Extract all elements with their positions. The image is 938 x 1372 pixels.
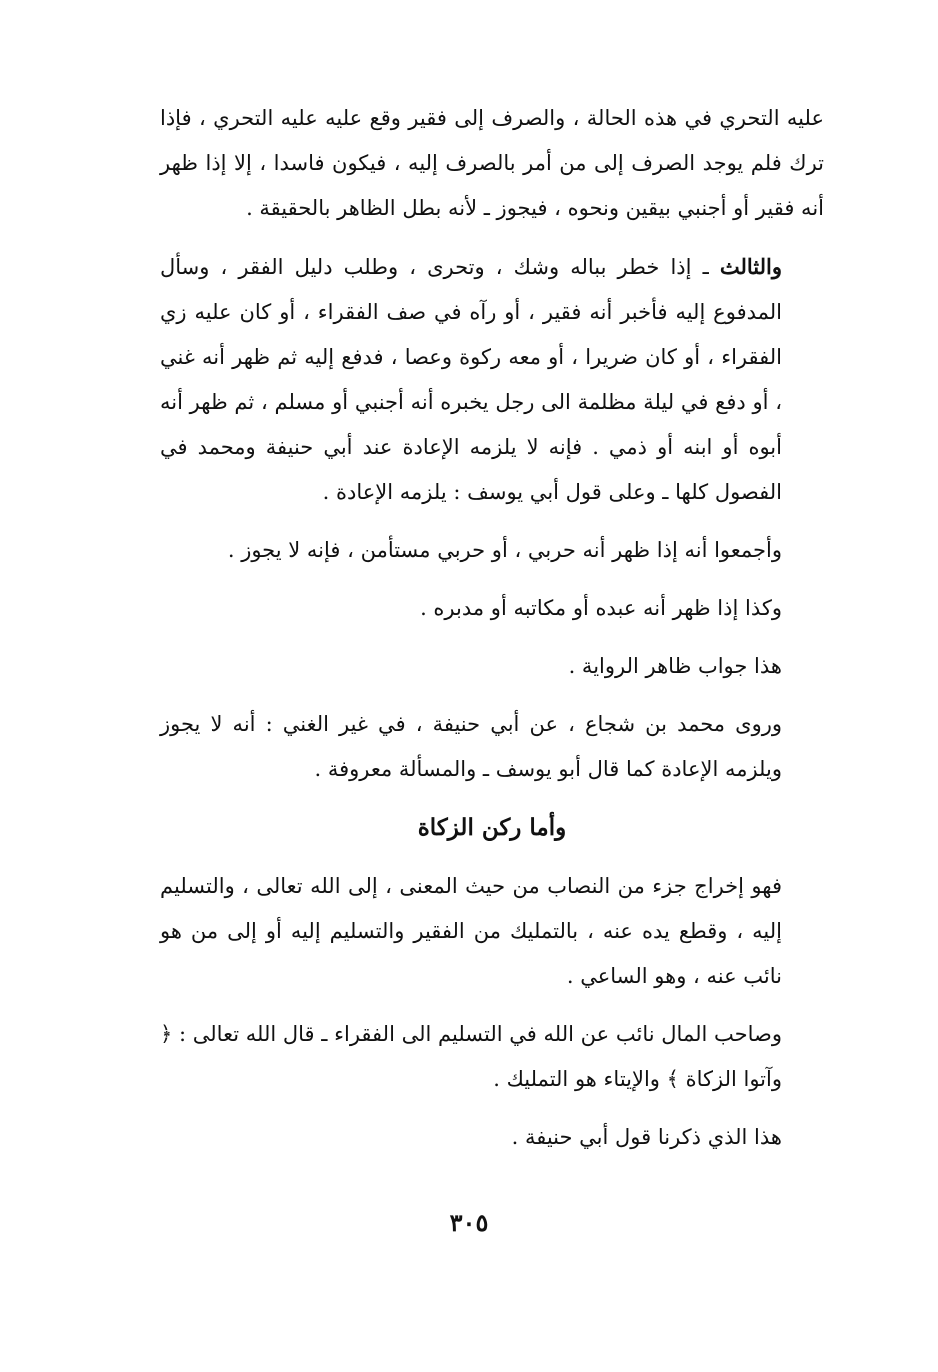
paragraph-continuation (160, 96, 824, 231)
paragraph-text: هذا الذي ذكرنا قول أبي حنيفة . (511, 1125, 782, 1149)
paragraph-narration-answer (160, 644, 824, 689)
paragraph-text: وأجمعوا أنه إذا ظهر أنه حربي ، أو حربي مستأمن ، فإنه لا يجوز . (227, 538, 782, 562)
paragraph-owner-agent (160, 1012, 824, 1102)
text-column (160, 96, 824, 1173)
paragraph-conclusion (160, 1115, 824, 1160)
paragraph-third-case (160, 244, 824, 515)
paragraph-text: وكذا إذا ظهر أنه عبده أو مكاتبه أو مدبره . (420, 596, 782, 620)
paragraph-text: عليه التحري في هذه الحالة ، والصرف إلى فقير وقع عليه عليه التحري ، فإذا ترك فلم يوجد الصرف إلى من أمر بالصرف إليه ، فيكون فاسدا ، إلا إذا ظهر أنه فقير أو أجنبي بيقين ونحوه ، فيجوز ـ لأنه بطل الظاهر بالحقيقة . (160, 106, 824, 220)
paragraph-text: وروى محمد بن شجاع ، عن أبي حنيفة ، في غير الغني : أنه لا يجوز ويلزمه الإعادة كما قال أبو يوسف ـ والمسألة معروفة . (160, 712, 782, 781)
paragraph-text: فهو إخراج جزء من النصاب من حيث المعنى ، إلى الله تعالى ، والتسليم إليه ، وقطع يده عنه ، بالتمليك من الفقير والتسليم إليه أو إلى من هو نائب عنه ، وهو الساعي . (160, 874, 782, 988)
paragraph-text: وصاحب المال نائب عن الله في التسليم الى الفقراء ـ قال الله تعالى : ﴿ وآتوا الزكاة ﴾ والإيتاء هو التمليك . (160, 1022, 782, 1091)
paragraph-pillar-definition (160, 864, 824, 999)
page-number: ٣٠٥ (449, 1208, 489, 1237)
paragraph-consensus (160, 528, 824, 573)
paragraph-text: ـ إذا خطر بباله وشك ، وتحرى ، وطلب دليل الفقر ، وسأل المدفوع إليه فأخبر أنه فقير ، أو رآه في صف الفقراء ، أو كان عليه زي الفقراء ، أو كان ضريرا ، أو معه ركوة وعصا ، فدفع إليه ثم ظهر أنه غني ، أو دفع في ليلة مظلمة الى رجل يخبره أنه أجنبي أو مسلم ، ثم ظهر أنه أبوه أو ابنه أو ذمي . فإنه لا يلزمه الإعادة عند أبي حنيفة ومحمد في الفصول كلها ـ وعلى قول أبي يوسف : يلزمه الإعادة . (160, 255, 782, 504)
paragraph-ibn-shuja (160, 702, 824, 792)
section-heading: وأما ركن الزكاة (417, 814, 567, 841)
paragraph-lead-word: والثالث (719, 254, 782, 279)
paragraph-slave (160, 586, 824, 631)
paragraph-text: هذا جواب ظاهر الرواية . (568, 654, 782, 678)
